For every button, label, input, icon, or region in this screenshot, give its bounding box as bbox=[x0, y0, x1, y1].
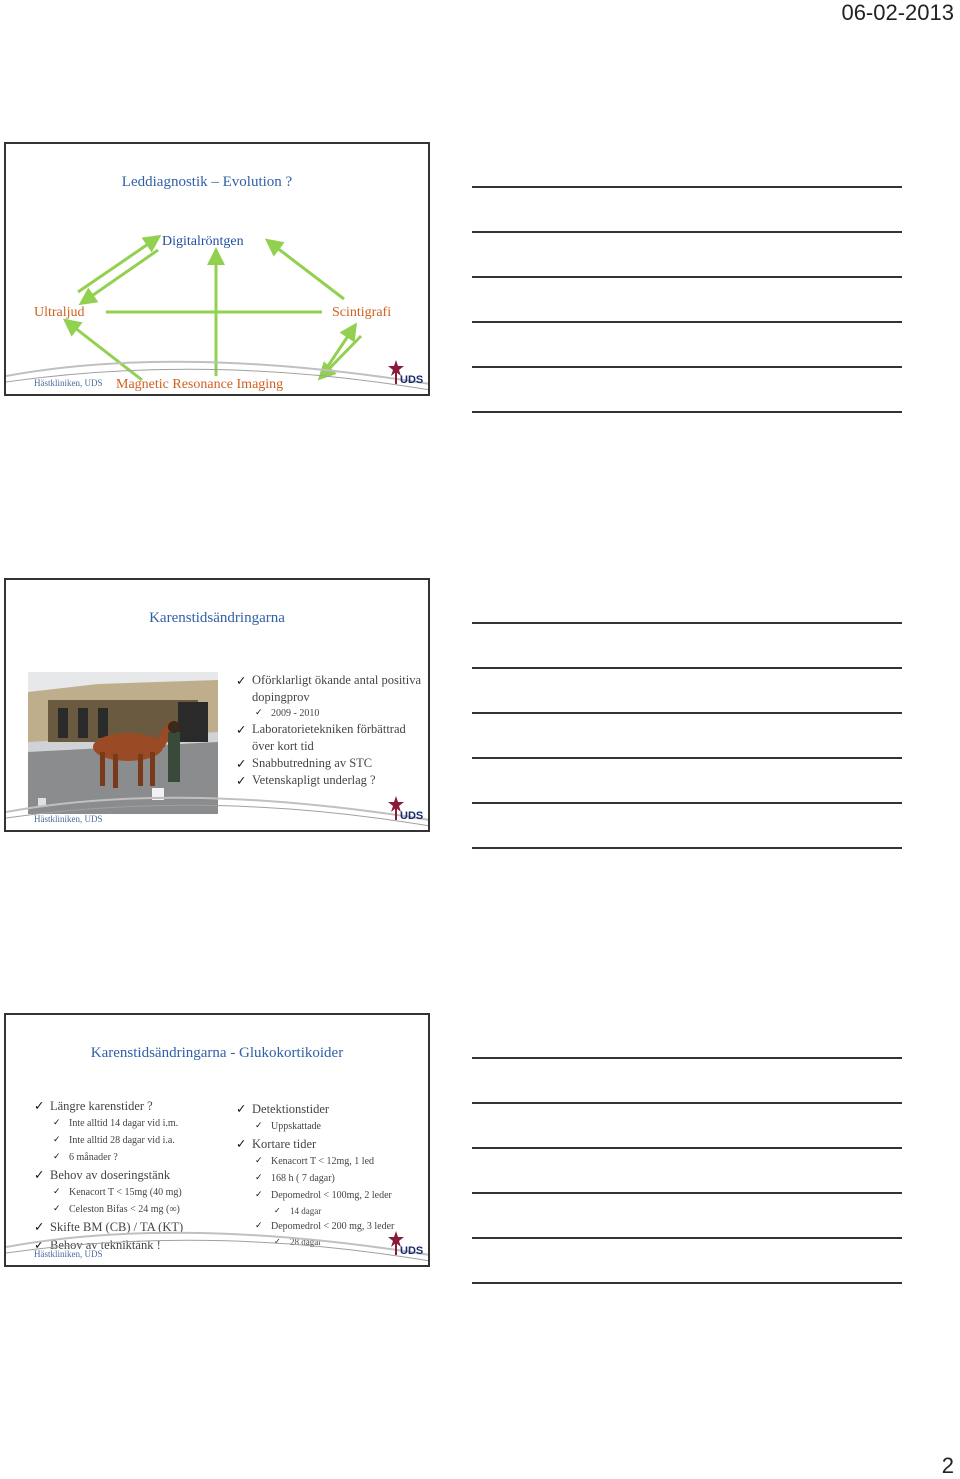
list-item: ✓ Inte alltid 28 dagar vid i.a. bbox=[34, 1132, 234, 1149]
uds-logo bbox=[386, 794, 426, 822]
list-item: ✓ Behov av tekniktänk ! bbox=[34, 1236, 234, 1254]
list-item: ✓ Skifte BM (CB) / TA (KT) bbox=[34, 1218, 234, 1236]
label-ultraljud: Ultraljud bbox=[34, 305, 85, 320]
slide-2-title: Karenstidsändringarna bbox=[149, 610, 285, 626]
notes-lines-1 bbox=[472, 186, 902, 456]
label-scintigrafi: Scintigrafi bbox=[332, 305, 392, 320]
footer-swoosh bbox=[6, 1225, 430, 1265]
slide-2 bbox=[4, 578, 430, 832]
uds-logo bbox=[386, 358, 426, 386]
list-item: ✓ Kenacort T < 15mg (40 mg) bbox=[34, 1184, 234, 1201]
label-mri: Magnetic Resonance Imaging bbox=[116, 377, 284, 392]
slide-3 bbox=[4, 1013, 430, 1267]
list-item: ✓ 14 dagar bbox=[236, 1204, 426, 1218]
list-item: ✓ Kenacort T < 12mg, 1 led bbox=[236, 1153, 426, 1170]
footer-text: Hästkliniken, UDS bbox=[34, 814, 103, 824]
uds-logo bbox=[386, 1229, 426, 1257]
arrow-digital-to-ultraljud bbox=[86, 250, 158, 300]
slide-2-bullets bbox=[236, 672, 426, 789]
list-item: ✓ Kortare tider bbox=[236, 1135, 426, 1153]
list-item: ✓ 6 månader ? bbox=[34, 1149, 234, 1166]
footer-swoosh bbox=[6, 354, 430, 394]
footer-text: Hästkliniken, UDS bbox=[34, 1249, 103, 1259]
list-item: ✓ Detektionstider bbox=[236, 1100, 426, 1118]
list-item: ✓ 28 dagar bbox=[236, 1235, 426, 1249]
list-item: ✓ Inte alltid 14 dagar vid i.m. bbox=[34, 1115, 234, 1132]
svg-text:UDS: UDS bbox=[400, 810, 424, 822]
list-item: ✓ 2009 - 2010 bbox=[236, 706, 426, 721]
arrow-ultraljud-to-digital bbox=[78, 240, 154, 292]
svg-text:UDS: UDS bbox=[400, 1245, 424, 1257]
list-item: ✓ Depomedrol < 100mg, 2 leder bbox=[236, 1187, 426, 1204]
list-item: ✓ Oförklarligt ökande antal positiva dopingprov bbox=[236, 672, 426, 706]
arrow-scinti-to-digital bbox=[272, 244, 344, 299]
slide-1 bbox=[4, 142, 430, 396]
list-item: ✓ Laboratorietekniken förbättrad över kort tid bbox=[236, 721, 426, 755]
list-item: ✓ Längre karenstider ? bbox=[34, 1097, 234, 1115]
slide-3-title: Karenstidsändringarna - Glukokortikoider bbox=[90, 1045, 344, 1061]
list-item: ✓ Uppskattade bbox=[236, 1118, 426, 1135]
list-item: ✓ 168 h ( 7 dagar) bbox=[236, 1170, 426, 1187]
slide-1-title: Leddiagnostik – Evolution ? bbox=[121, 174, 293, 190]
notes-lines-3 bbox=[472, 1057, 902, 1327]
label-digitalrontgen: Digitalröntgen bbox=[162, 234, 244, 249]
notes-lines-2 bbox=[472, 622, 902, 892]
list-item: ✓ Snabbutredning av STC bbox=[236, 755, 426, 772]
footer-swoosh bbox=[6, 790, 430, 830]
page-number: 2 bbox=[941, 1453, 954, 1478]
footer-text: Hästkliniken, UDS bbox=[34, 378, 103, 388]
list-item: ✓ Vetenskapligt underlag ? bbox=[236, 772, 426, 789]
header-date: 06-02-2013 bbox=[841, 0, 954, 25]
svg-text:UDS: UDS bbox=[400, 374, 424, 386]
list-item: ✓ Depomedrol < 200 mg, 3 leder bbox=[236, 1218, 426, 1235]
list-item: ✓ Behov av doseringstänk bbox=[34, 1166, 234, 1184]
list-item: ✓ Celeston Bifas < 24 mg (∞) bbox=[34, 1201, 234, 1218]
